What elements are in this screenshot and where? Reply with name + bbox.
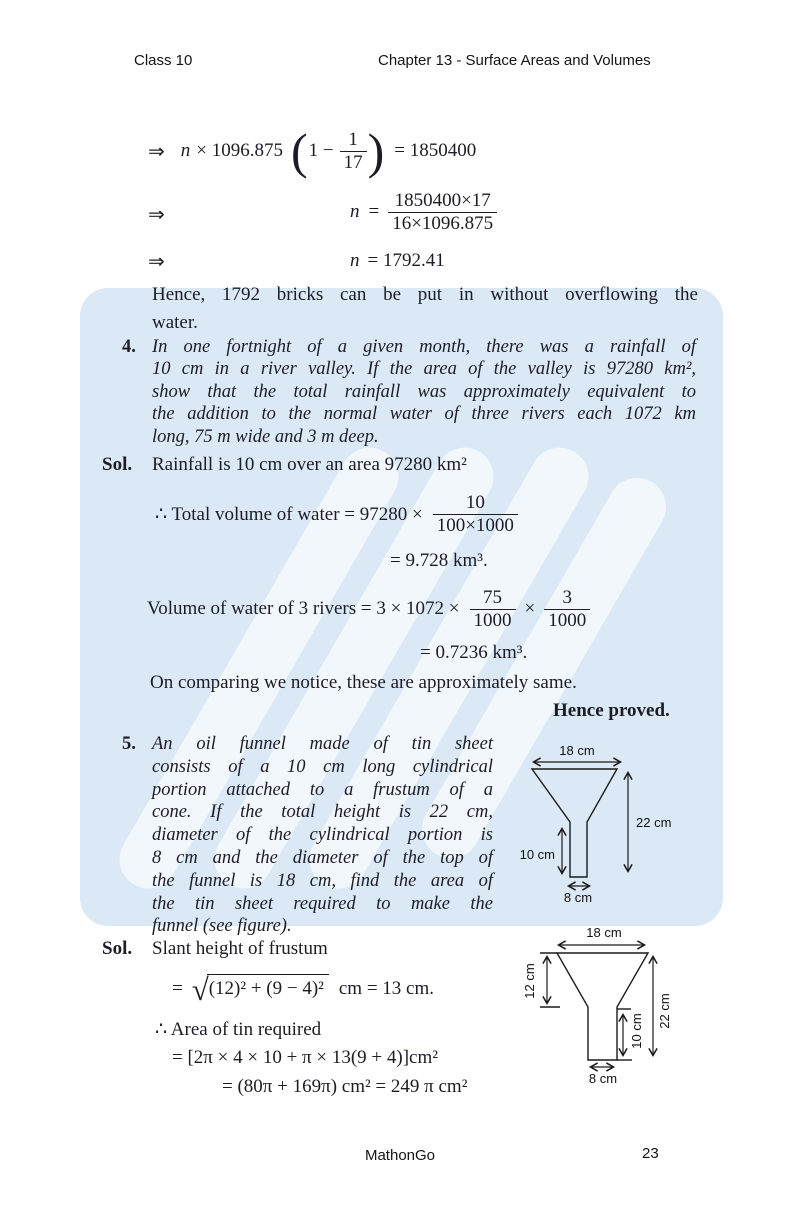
eq3-result: = 1792.41 [367, 250, 445, 271]
footer-page-number: 23 [642, 1145, 659, 1162]
q5-sol-intro: Slant height of frustum [152, 938, 328, 959]
fraction-denominator: 1000 [544, 609, 590, 632]
q5-number: 5. [122, 734, 136, 754]
q4-volume-lead: ∴ Total volume of water = 97280 × [155, 503, 423, 525]
radicand: (12)² + (9 − 4)² [207, 974, 329, 1000]
q5-line: portion attached to a frustum of a [152, 779, 493, 800]
q5-slant-result: cm = 13 cm. [338, 978, 435, 999]
q4-hence-proved: Hence proved. [553, 700, 670, 721]
fraction-1-17 [340, 129, 367, 174]
q4-text [152, 336, 696, 448]
fig1-top-label: 18 cm [559, 743, 595, 758]
fig1-left-label: 10 cm [519, 847, 555, 862]
q4-rivers-equation [147, 584, 590, 634]
fraction-numerator: 10 [465, 491, 485, 513]
q5-line: consists of a 10 cm long cylindrical [152, 756, 493, 777]
fig1-bottom-label: 8 cm [563, 890, 593, 905]
implies-icon: ⇒ [148, 140, 165, 163]
q4-line: show that the total rainfall was approximately equivalent to [152, 381, 696, 402]
q5-line: An oil funnel made of tin sheet [152, 734, 493, 754]
q4-number: 4. [122, 337, 136, 357]
fraction-numerator: 1 [348, 128, 358, 150]
q5-line: cone. If the total height is 22 cm, [152, 802, 493, 823]
fraction-numerator: 3 [562, 586, 572, 608]
q5-line: the tin sheet required to make the [152, 893, 493, 914]
q4-line: the addition to the normal water of three rivers each 1072 km [152, 404, 696, 425]
implies-icon: ⇒ [148, 204, 165, 226]
fraction-numerator: 75 [483, 586, 503, 608]
eq2-variable: n [350, 201, 360, 222]
q5-sol-label: Sol. [102, 938, 133, 959]
q5-area-intro: ∴ Area of tin required [155, 1019, 322, 1040]
q4-sol-label: Sol. [102, 454, 133, 475]
eq2-equals: = [368, 201, 380, 222]
eq1-coefficient: × 1096.875 [196, 140, 283, 161]
fraction-denominator: 17 [340, 151, 367, 174]
q5-area-line1: = [2π × 4 × 10 + π × 13(9 + 4)]cm² [172, 1047, 438, 1068]
q4-rivers-lead: Volume of water of 3 rivers = 3 × 1072 × [147, 598, 460, 619]
q4-volume-result: = 9.728 km³. [390, 550, 488, 571]
header-chapter: Chapter 13 - Surface Areas and Volumes [378, 52, 651, 69]
q3-conclusion-line: water. [152, 312, 198, 333]
fig2-cylinder-label: 10 cm [629, 1013, 644, 1049]
q5-line: diameter of the cylindrical portion is [152, 825, 493, 846]
q5-line: the funnel is 18 cm, find the area of [152, 870, 493, 891]
q5-line: 8 cm and the diameter of the top of [152, 847, 493, 868]
funnel-figure-1 [505, 737, 690, 909]
equation-2 [350, 187, 497, 237]
footer-brand: MathonGo [364, 1147, 436, 1164]
q5-text [152, 733, 493, 938]
q4-line: 10 cm in a river valley. If the area of the valley is 97280 km², [152, 359, 696, 380]
times-sign: × [524, 598, 536, 619]
eq1-variable: n [180, 140, 191, 161]
fraction-denominator: 100×1000 [433, 514, 518, 537]
fraction-width [470, 587, 516, 632]
q4-rivers-result: = 0.7236 km³. [420, 642, 528, 663]
equation-3 [350, 250, 445, 272]
fraction-denominator: 16×1096.875 [388, 212, 497, 235]
q5-slant-equation [172, 968, 434, 1010]
eq3-variable: n [350, 250, 360, 271]
q5-line: funnel (see figure). [152, 916, 292, 937]
header-class: Class 10 [134, 52, 193, 69]
equation-1: ⇒ n × 1096.875 ( 1 − $\frac{1}{17}$ ) = 1850400 [148, 123, 477, 179]
q3-conclusion [152, 281, 698, 337]
fraction-denominator: 1000 [470, 609, 516, 632]
funnel-figure-2 [518, 922, 690, 1090]
implies-icon: ⇒ [148, 251, 165, 273]
fraction-rainfall [433, 492, 518, 537]
q4-line: In one fortnight of a given month, there was a rainfall of [152, 337, 696, 357]
fraction-numerator: 1850400×17 [394, 189, 491, 211]
square-root [191, 971, 329, 1007]
fig2-bottom-label: 8 cm [588, 1071, 618, 1086]
q4-volume-equation [155, 489, 518, 539]
q3-conclusion-line: Hence, 1792 bricks can be put in without overflowing the [152, 284, 698, 305]
fraction-depth [544, 587, 590, 632]
q4-comparison: On comparing we notice, these are approximately same. [150, 672, 577, 693]
fraction-n [388, 190, 497, 235]
fig2-total-label: 22 cm [657, 993, 672, 1029]
eq1-result: = 1850400 [394, 140, 477, 161]
q5-area-line2: = (80π + 169π) cm² = 249 π cm² [222, 1076, 468, 1097]
fig2-top-label: 18 cm [586, 925, 622, 940]
eq1-inner: 1 − [308, 140, 334, 161]
q4-line: long, 75 m wide and 3 m deep. [152, 426, 379, 447]
q4-sol-intro: Rainfall is 10 cm over an area 97280 km² [152, 454, 467, 475]
equals-sign: = [172, 978, 183, 999]
fig2-frustum-label: 12 cm [522, 963, 537, 999]
fig1-right-label: 22 cm [636, 815, 672, 830]
radical-icon: √ [191, 971, 209, 1007]
